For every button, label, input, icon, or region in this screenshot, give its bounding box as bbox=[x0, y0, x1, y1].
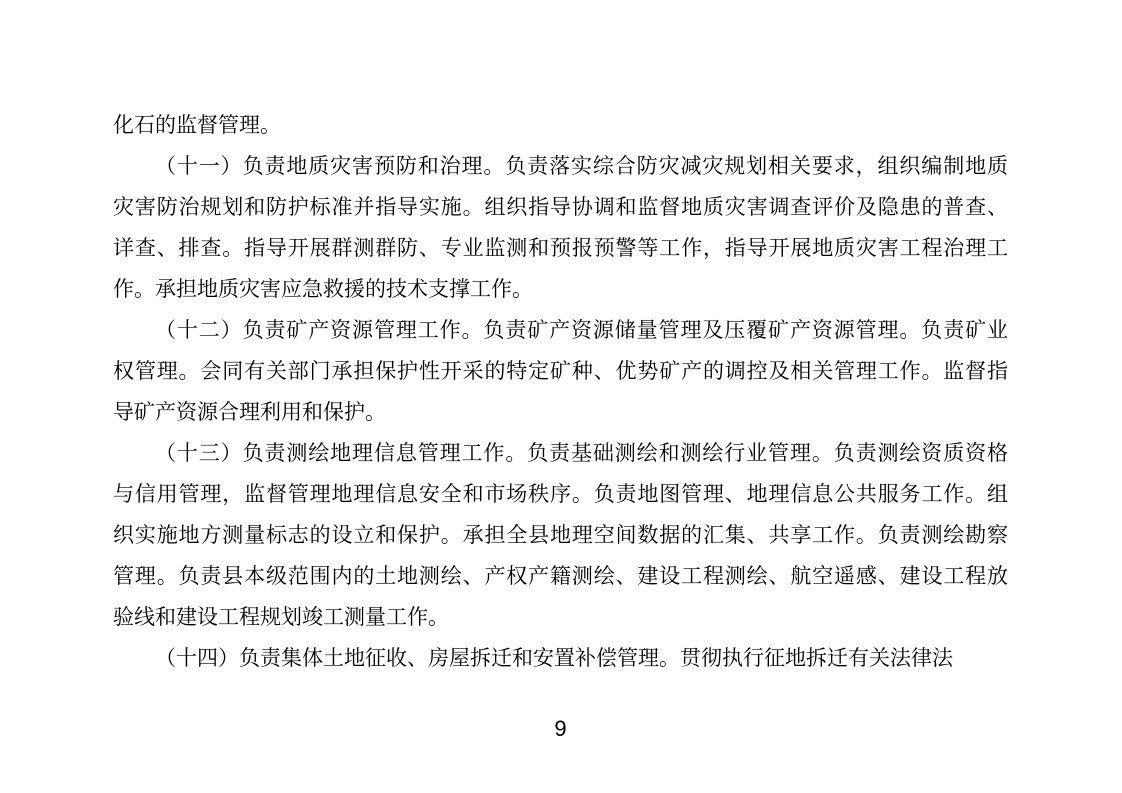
paragraph-item-14 bbox=[113, 638, 1008, 679]
paragraph-item-11 bbox=[113, 146, 1008, 310]
text-line: 织实施地方测量标志的设立和保护。承担全县地理空间数据的汇集、共享工作。负责测绘勘察 bbox=[113, 523, 1008, 547]
text-line: 权管理。会同有关部门承担保护性开采的特定矿种、优势矿产的调控及相关管理工作。监督指 bbox=[113, 359, 1008, 383]
text-line: （十二）负责矿产资源管理工作。负责矿产资源储量管理及压覆矿产资源管理。负责矿业 bbox=[155, 318, 1008, 342]
page-number: 9 bbox=[554, 716, 567, 741]
text-line: 灾害防治规划和防护标准并指导实施。组织指导协调和监督地质灾害调查评价及隐患的普查、 bbox=[113, 195, 1008, 219]
paragraph-item-13 bbox=[113, 433, 1008, 638]
document-body bbox=[113, 105, 1008, 679]
paragraph-item-12 bbox=[113, 310, 1008, 433]
text-line: 导矿产资源合理利用和保护。 bbox=[113, 400, 386, 424]
text-line: 详查、排查。指导开展群测群防、专业监测和预报预警等工作，指导开展地质灾害工程治理工 bbox=[113, 236, 1008, 260]
text-line: （十四）负责集体土地征收、房屋拆迁和安置补偿管理。贯彻执行征地拆迁有关法律法 bbox=[155, 646, 953, 670]
text-line: 与信用管理，监督管理地理信息安全和市场秩序。负责地图管理、地理信息公共服务工作。组 bbox=[113, 482, 1008, 506]
text-line: 作。承担地质灾害应急救援的技术支撑工作。 bbox=[113, 277, 533, 301]
text-line: （十一）负责地质灾害预防和治理。负责落实综合防灾减灾规划相关要求，组织编制地质 bbox=[155, 154, 1008, 178]
text-line: 验线和建设工程规划竣工测量工作。 bbox=[113, 605, 449, 629]
text-line: （十三）负责测绘地理信息管理工作。负责基础测绘和测绘行业管理。负责测绘资质资格 bbox=[155, 441, 1008, 465]
text-line: 管理。负责县本级范围内的土地测绘、产权产籍测绘、建设工程测绘、航空遥感、建设工程放 bbox=[113, 564, 1008, 588]
text-line: 化石的监督管理。 bbox=[113, 113, 281, 137]
paragraph-continuation bbox=[113, 105, 1008, 146]
